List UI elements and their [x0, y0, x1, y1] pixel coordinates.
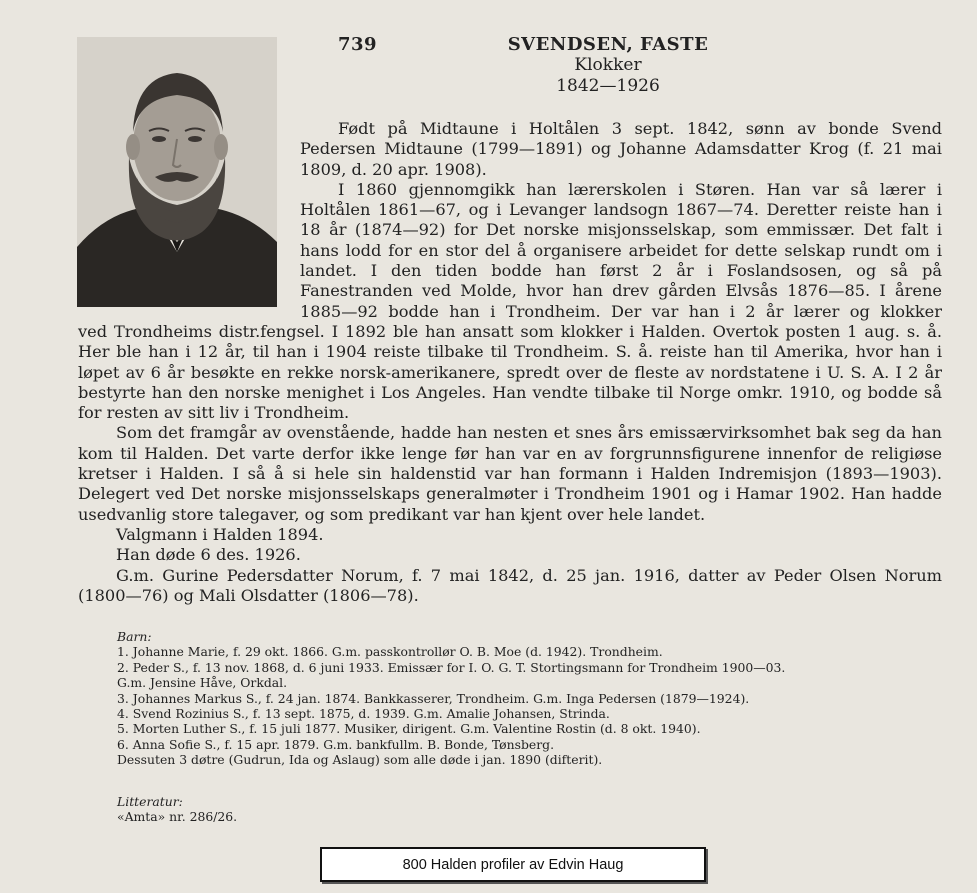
- caption-box: 800 Halden profiler av Edvin Haug: [320, 847, 706, 882]
- list-item: 4. Svend Rozinius S., f. 13 sept. 1875, d. 1939. G.m. Amalie Johansen, Strinda.: [117, 706, 610, 722]
- literature-entry: «Amta» nr. 286/26.: [117, 809, 238, 825]
- person-role: Klokker: [574, 55, 642, 75]
- children-heading: Barn:: [117, 629, 152, 644]
- biography-line: Valgmann i Halden 1894.: [116, 524, 324, 544]
- biography-top: [300, 119, 942, 322]
- portrait-illustration: [77, 37, 277, 307]
- life-years: 1842—1926: [556, 76, 660, 96]
- list-item: 2. Peder S., f. 13 nov. 1868, d. 6 juni 1933. Emissær for I. O. G. T. Stortingsmann for Trondheim 1900—03.: [117, 659, 786, 675]
- biography-line: Han døde 6 des. 1926.: [116, 545, 301, 565]
- children-list: [117, 629, 897, 768]
- list-item: Dessuten 3 døtre (Gudrun, Ida og Aslaug) som alle døde i jan. 1890 (difterit).: [117, 752, 603, 768]
- biography-paragraph: I 1860 gjennomgikk han lærerskolen i Støren. Han var så lærer i Holtålen 1861—67, og i Levanger landsogn 1867—74. Deretter reiste han i 18 år (1874—92) for Det norske misjonsselskap, som emmissær. Det falt i hans lodd for en stor del å organisere arbeidet for dette selskap rundt om i landet. I den tiden bodde han først 2 år i Foslandsosen, og så på Fanestranden ved Molde, hvor han drev gården Elvsås 1876—85. I årene 1885—92 bodde han i Trondheim. Der var han i 2 år lærer og klokker: [300, 179, 942, 321]
- list-item: G.m. Jensine Håve, Orkdal.: [117, 675, 288, 691]
- list-item: 1. Johanne Marie, f. 29 okt. 1866. G.m. passkontrollør O. B. Moe (d. 1942). Trondheim.: [117, 644, 663, 660]
- biography-paragraph: G.m. Gurine Pedersdatter Norum, f. 7 mai 1842, d. 25 jan. 1916, datter av Peder Olsen Norum (1800—76) og Mali Olsdatter (1806—78).: [78, 565, 942, 605]
- list-item: 5. Morten Luther S., f. 15 juli 1877. Musiker, dirigent. G.m. Valentine Rostin (d. 8 okt. 1940).: [117, 721, 701, 737]
- biography-paragraph: Som det framgår av ovenstående, hadde han nesten et snes års emissærvirksomhet bak seg da han kom til Halden. Det varte derfor ikke lenge før han var en av forgrunnsfigurene innenfor de religiøse kretser i Halden. I så å si hele sin haldenstid var han formann i Halden Indremisjon (1893—1903). Delegert ved Det norske misjonsselskaps generalmøter i Trondheim 1901 og i Hamar 1902. Han hadde usedvanlig store talegaver, og som predikant var han kjent over hele landet.: [78, 423, 942, 524]
- portrait-photo: [77, 37, 277, 307]
- entry-number: 739: [338, 34, 378, 55]
- biography-continued: [78, 322, 942, 606]
- list-item: 6. Anna Sofie S., f. 15 apr. 1879. G.m. bankfullm. B. Bonde, Tønsberg.: [117, 736, 555, 752]
- biography-paragraph: Født på Midtaune i Holtålen 3 sept. 1842, sønn av bonde Svend Pedersen Midtaune (1799—1891) og Johanne Adamsdatter Krog (f. 21 mai 1809, d. 20 apr. 1908).: [300, 119, 942, 179]
- literature-heading: Litteratur:: [117, 794, 183, 809]
- person-name: SVENDSEN, FASTE: [507, 34, 709, 55]
- literature-section: [117, 794, 237, 825]
- list-item: 3. Johannes Markus S., f. 24 jan. 1874. Bankkasserer, Trondheim. G.m. Inga Pedersen (1879—1924).: [117, 690, 750, 706]
- biography-paragraph: ved Trondheims distr.fengsel. I 1892 ble han ansatt som klokker i Halden. Overtok posten 1 aug. s. å. Her ble han i 12 år, til han i 1904 reiste tilbake til Trondheim. S. å. reiste han til Amerika, hvor han i løpet av 6 år besøkte en rekke norsk-amerikanere, spredt over de fleste av nordstatene i U. S. A. I 2 år bestyrte han den norske menighet i Los Angeles. Han vendte tilbake til Norge omkr. 1910, og bodde så for resten av sitt liv i Trondheim.: [78, 322, 942, 423]
